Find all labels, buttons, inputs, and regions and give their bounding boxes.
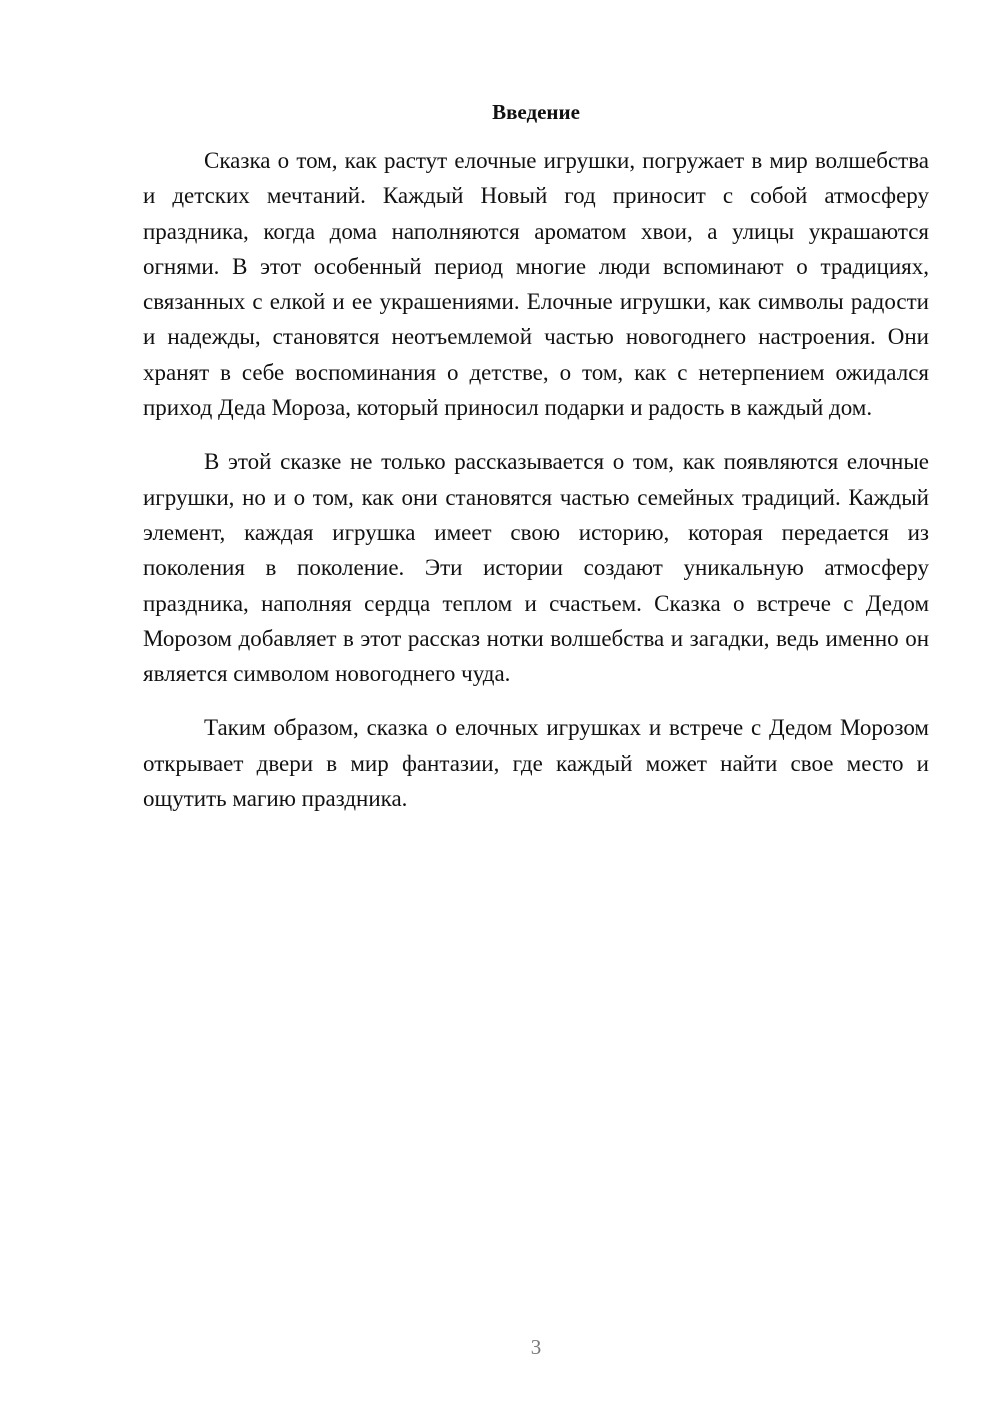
body-text <box>143 143 929 835</box>
paragraph-2: В этой сказке не только рассказывается о том, как появляются елочные игрушки, но и о том, как они становятся частью семейных традиций. Каждый элемент, каждая игрушка имеет свою историю, которая передается из поколения в поколение. Эти истории создают уникальную атмосферу праздника, наполняя сердца теплом и счастьем. Сказка о встрече с Дедом Морозом добавляет в этот рассказ нотки волшебства и загадки, ведь именно он является символом новогоднего чуда. <box>143 449 929 687</box>
page-number: 3 <box>530 1335 542 1359</box>
paragraph-3: Таким образом, сказка о елочных игрушках и встрече с Дедом Морозом открывает двери в мир фантазии, где каждый может найти свое место и ощутить магию праздника. <box>143 715 929 812</box>
paragraph-1: Сказка о том, как растут елочные игрушки, погружает в мир волшебства и детских мечтаний. Каждый Новый год приносит с собой атмосферу праздника, когда дома наполняются ароматом хвои, а улицы украшаются огнями. В этот особенный период многие люди вспоминают о традициях, связанных с елкой и ее украшениями. Елочные игрушки, как символы радости и надежды, становятся неотъемлемой частью новогоднего настроения. Они хранят в себе воспоминания о детстве, о том, как с нетерпением ожидался приход Деда Мороза, который приносил подарки и радость в каждый дом. <box>143 148 929 421</box>
section-heading: Введение <box>492 100 580 124</box>
